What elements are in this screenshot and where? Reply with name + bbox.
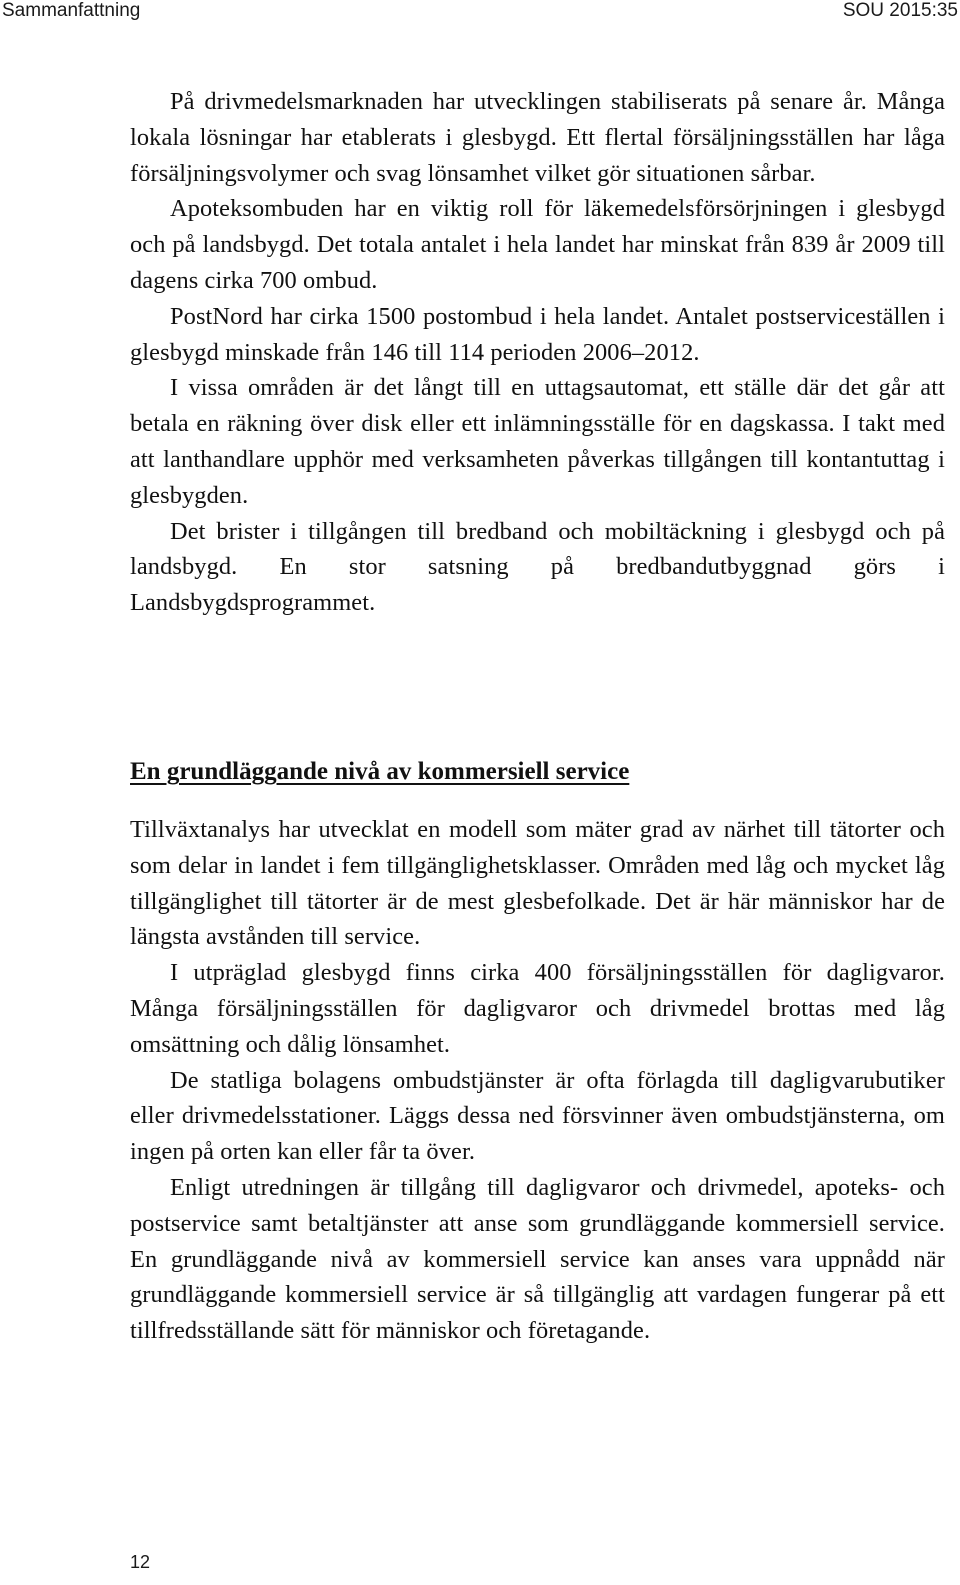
report-number: SOU 2015:35 xyxy=(842,0,958,21)
paragraph-accessibility-model: Tillväxtanalys har utvecklat en modell som mäter grad av närhet till tätorter och som delar in landet i fem tillgänglighetsklasser. Områden med låg och mycket låg tillgänglighet till tätorter är de mest glesbefolkade. Det är här människor har de längsta avstånden till service. xyxy=(130,816,945,951)
intro-text xyxy=(130,84,945,621)
paragraph-basic-service-definition: Enligt utredningen är tillgång till dagligvaror och drivmedel, apoteks- och postservice samt betaltjänster att anse som grundläggande kommersiell service. En grundläggande nivå av kommersiell service kan anses vara uppnådd när grundläggande kommersiell service är så tillgänglig att vardagen fungerar på ett tillfredsställande sätt för människor och företagande. xyxy=(130,1173,945,1345)
paragraph-broadband: Det brister i tillgången till bredband och mobiltäckning i glesbygd och på landsbygd. En stor satsning på bredbandutbyggnad görs i Landsbygdsprogrammet. xyxy=(130,517,945,617)
paragraph-postal-service: PostNord har cirka 1500 postombud i hela landet. Antalet postserviceställen i glesbygd minskade från 146 till 114 perioden 2006–2012. xyxy=(130,302,945,366)
paragraph-agent-services: De statliga bolagens ombudstjänster är ofta förlagda till dagligvarubutiker eller drivmedelsstationer. Läggs dessa ned försvinner även ombudstjänsterna, om ingen på orten kan eller får ta över. xyxy=(130,1066,945,1166)
section-heading: En grundläggande nivå av kommersiell service xyxy=(130,758,630,785)
paragraph-pharmacy-agents: Apoteksombuden har en viktig roll för läkemedelsförsörjningen i glesbygd och på landsbygd. Det totala antalet i hela landet har minskat från 839 år 2009 till dagens cirka 700 ombud. xyxy=(130,195,945,294)
paragraph-fuel-market: På drivmedelsmarknaden har utvecklingen stabiliserats på senare år. Många lokala lösningar har etablerats i glesbygd. Ett flertal försäljningsställen har låga försäljningsvolymer och svag lönsamhet vilket gör situationen sårbar. xyxy=(130,88,945,187)
paragraph-cash-services: I vissa områden är det långt till en uttagsautomat, ett ställe där det går att betala en räkning över disk eller ett inlämningsställe för en dagskassa. I takt med att lanthandlare upphör med verksamheten påverkas tillgången till kontantuttag i glesbygden. xyxy=(130,374,945,509)
running-header xyxy=(0,0,960,26)
page-number: 12 xyxy=(130,1552,151,1572)
paragraph-grocery-outlets: I utpräglad glesbygd finns cirka 400 försäljningsställen för dagligvaror. Många försäljningsställen för dagligvaror och drivmedel brottas med låg omsättning och dålig lönsamhet. xyxy=(130,959,945,1058)
section-text xyxy=(130,812,945,1349)
chapter-title: Sammanfattning xyxy=(2,0,141,21)
